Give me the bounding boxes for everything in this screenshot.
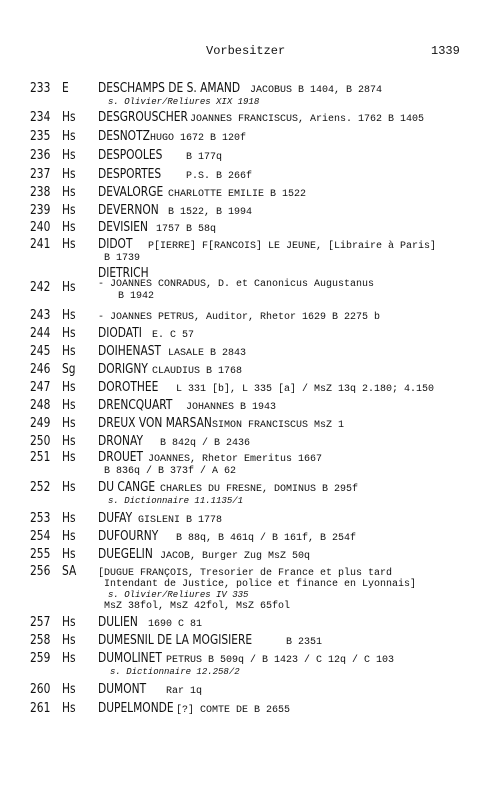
entry-number: 242 [30,280,51,295]
entry-number: 244 [30,326,51,341]
entry-details: E. C 57 [152,330,195,341]
entry-code: Hs [62,434,76,449]
entry-code: Hs [62,237,76,252]
entry-number: 237 [30,167,51,182]
entry-details: Rar 1q [166,686,203,697]
entry-number: 245 [30,344,51,359]
entry-details: P.S. B 266f [186,171,253,182]
entry-code: Hs [62,148,76,163]
entry-details: B 1522, B 1994 [168,207,253,218]
entry-name: DUMESNIL DE LA MOGISIERE [98,633,253,648]
entry-number: 240 [30,220,51,235]
entry-details-cont: B 1942 [118,291,155,302]
entry-details: L 331 [b], L 335 [a] / MsZ 13q 2.180; 4.150 [176,384,435,395]
entry-number: 234 [30,110,51,125]
entry-code: Hs [62,129,76,144]
entry-name: DUMOLINET [98,651,162,666]
entry-details: JOANNES, Rhetor Emeritus 1667 [148,454,323,465]
entry-details: HUGO 1672 B 120f [150,133,247,144]
entry-number: 260 [30,682,51,697]
entry-name: DUFAY [98,511,133,526]
entry-name: DREUX VON MARSAN [98,416,212,431]
entry-details: 1690 C 81 [148,619,203,630]
entry-details: JOANNES FRANCISCUS, Ariens. 1762 B 1405 [190,114,425,125]
entry-number: 248 [30,398,51,413]
entry-number: 259 [30,651,51,666]
entry-code: Hs [62,529,76,544]
entry-code: Hs [62,167,76,182]
entry-details: CHARLOTTE EMILIE B 1522 [168,189,307,200]
entry-number: 236 [30,148,51,163]
entry-code: Sg [62,362,76,377]
entry-number: 250 [30,434,51,449]
entry-name: DESPORTES [98,167,162,182]
entry-code: Hs [62,651,76,666]
entry-name: DUPELMONDE [98,701,174,716]
entry-code: Hs [62,511,76,526]
entry-code: Hs [62,185,76,200]
entry-name: DEVALORGE [98,185,164,200]
entry-details: CLAUDIUS B 1768 [152,366,243,377]
entry-number: 253 [30,511,51,526]
entry-number: 258 [30,633,51,648]
entry-name: DRENCQUART [98,398,173,413]
entry-code: Hs [62,480,76,495]
entry-reference: s. Olivier/Reliures IV 335 [108,590,249,600]
entry-reference: s. Dictionnaire 12.258/2 [110,667,240,677]
entry-name: DIDOT [98,237,133,252]
entry-details: JACOB, Burger Zug MsZ 50q [160,551,311,562]
entry-name: DUMONT [98,682,147,697]
entry-code: Hs [62,326,76,341]
entry-name: DEVERNON [98,203,159,218]
entry-details: GISLENI B 1778 [138,515,223,526]
entry-number: 233 [30,81,51,96]
entry-details: B 842q / B 2436 [160,438,251,449]
entry-details: B 2351 [286,637,323,648]
entry-details: B 88q, B 461q / B 161f, B 254f [176,533,357,544]
entry-code: Hs [62,220,76,235]
entry-code: Hs [62,110,76,125]
entry-code: SA [62,564,77,579]
entry-details: [?] COMTE DE B 2655 [176,705,291,716]
entry-number: 254 [30,529,51,544]
entry-details: SIMON FRANCISCUS MsZ 1 [212,420,345,431]
entry-details-cont: B 836q / B 373f / A 62 [104,466,237,477]
entry-number: 256 [30,564,51,579]
entry-code: Hs [62,308,76,323]
entry-name: DESGROUSCHER [98,110,188,125]
entry-number: 246 [30,362,51,377]
entry-number: 239 [30,203,51,218]
entry-details: CHARLES DU FRESNE, DOMINUS B 295f [160,484,359,495]
entry-name: DRONAY [98,434,143,449]
running-title: Vorbesitzer [206,44,286,58]
entry-number: 247 [30,380,51,395]
entry-code: Hs [62,416,76,431]
entry-details: JOHANNES B 1943 [186,402,277,413]
entry-code: Hs [62,701,76,716]
entry-number: 241 [30,237,51,252]
entry-number: 257 [30,615,51,630]
entry-name: DESNOTZ [98,129,150,144]
page-header [0,44,504,60]
entry-number: 235 [30,129,51,144]
entry-code: Hs [62,344,76,359]
entry-details: LASALE B 2843 [168,348,247,359]
entry-name: DUFOURNY [98,529,159,544]
entry-code: Hs [62,450,76,465]
entry-name: DEVISIEN [98,220,149,235]
entry-details: JACOBUS B 1404, B 2874 [250,85,383,96]
entry-name: DESCHAMPS DE S. AMAND [98,81,241,96]
entry-code: E [62,81,69,96]
entry-details: PETRUS B 509q / B 1423 / C 12q / C 103 [166,655,395,666]
entry-name: DESPOOLES [98,148,163,163]
entry-details: B 177q [186,152,223,163]
entry-name: DOIHENAST [98,344,162,359]
entry-details-cont: Intendant de Justice, police et finance en Lyonnais] [104,579,417,590]
entry-code: Hs [62,615,76,630]
entry-number: 249 [30,416,51,431]
entry-reference: s. Olivier/Reliures XIX 1918 [108,97,260,107]
entry-name: DIETRICH [98,266,149,281]
entry-name: DU CANGE [98,480,156,495]
entry-name: DIODATI [98,326,142,341]
page-number: 1339 [431,44,460,58]
entry-code: Hs [62,398,76,413]
entry-code: Hs [62,280,76,295]
entry-details: - JOANNES PETRUS, Auditor, Rhetor 1629 B 2275 b [98,312,381,323]
entry-code: Hs [62,203,76,218]
entry-reference: s. Dictionnaire 11.1135/1 [108,496,244,506]
entry-name: DROUET [98,450,144,465]
entry-number: 261 [30,701,51,716]
entry-name: DUEGELIN [98,547,153,562]
entry-name: DULIEN [98,615,138,630]
entry-code: Hs [62,380,76,395]
entry-details: [DUGUE FRANÇOIS, Tresorier de France et plus tard [98,568,393,579]
entry-number: 243 [30,308,51,323]
entry-details-cont: MsZ 38fol, MsZ 42fol, MsZ 65fol [104,601,291,612]
entry-details: P[IERRE] F[RANCOIS] LE JEUNE, [Libraire à Paris] [148,241,437,252]
entry-name: DOROTHEE [98,380,159,395]
entry-details-cont: B 1739 [104,253,141,264]
entry-details: - JOANNES CONRADUS, D. et Canonicus Augustanus [98,279,375,290]
entry-code: Hs [62,682,76,697]
entry-number: 251 [30,450,51,465]
entry-name: DORIGNY [98,362,148,377]
entry-number: 252 [30,480,51,495]
entry-number: 255 [30,547,51,562]
entry-number: 238 [30,185,51,200]
entry-code: Hs [62,547,76,562]
entry-details: 1757 B 58q [156,224,217,235]
entry-code: Hs [62,633,76,648]
